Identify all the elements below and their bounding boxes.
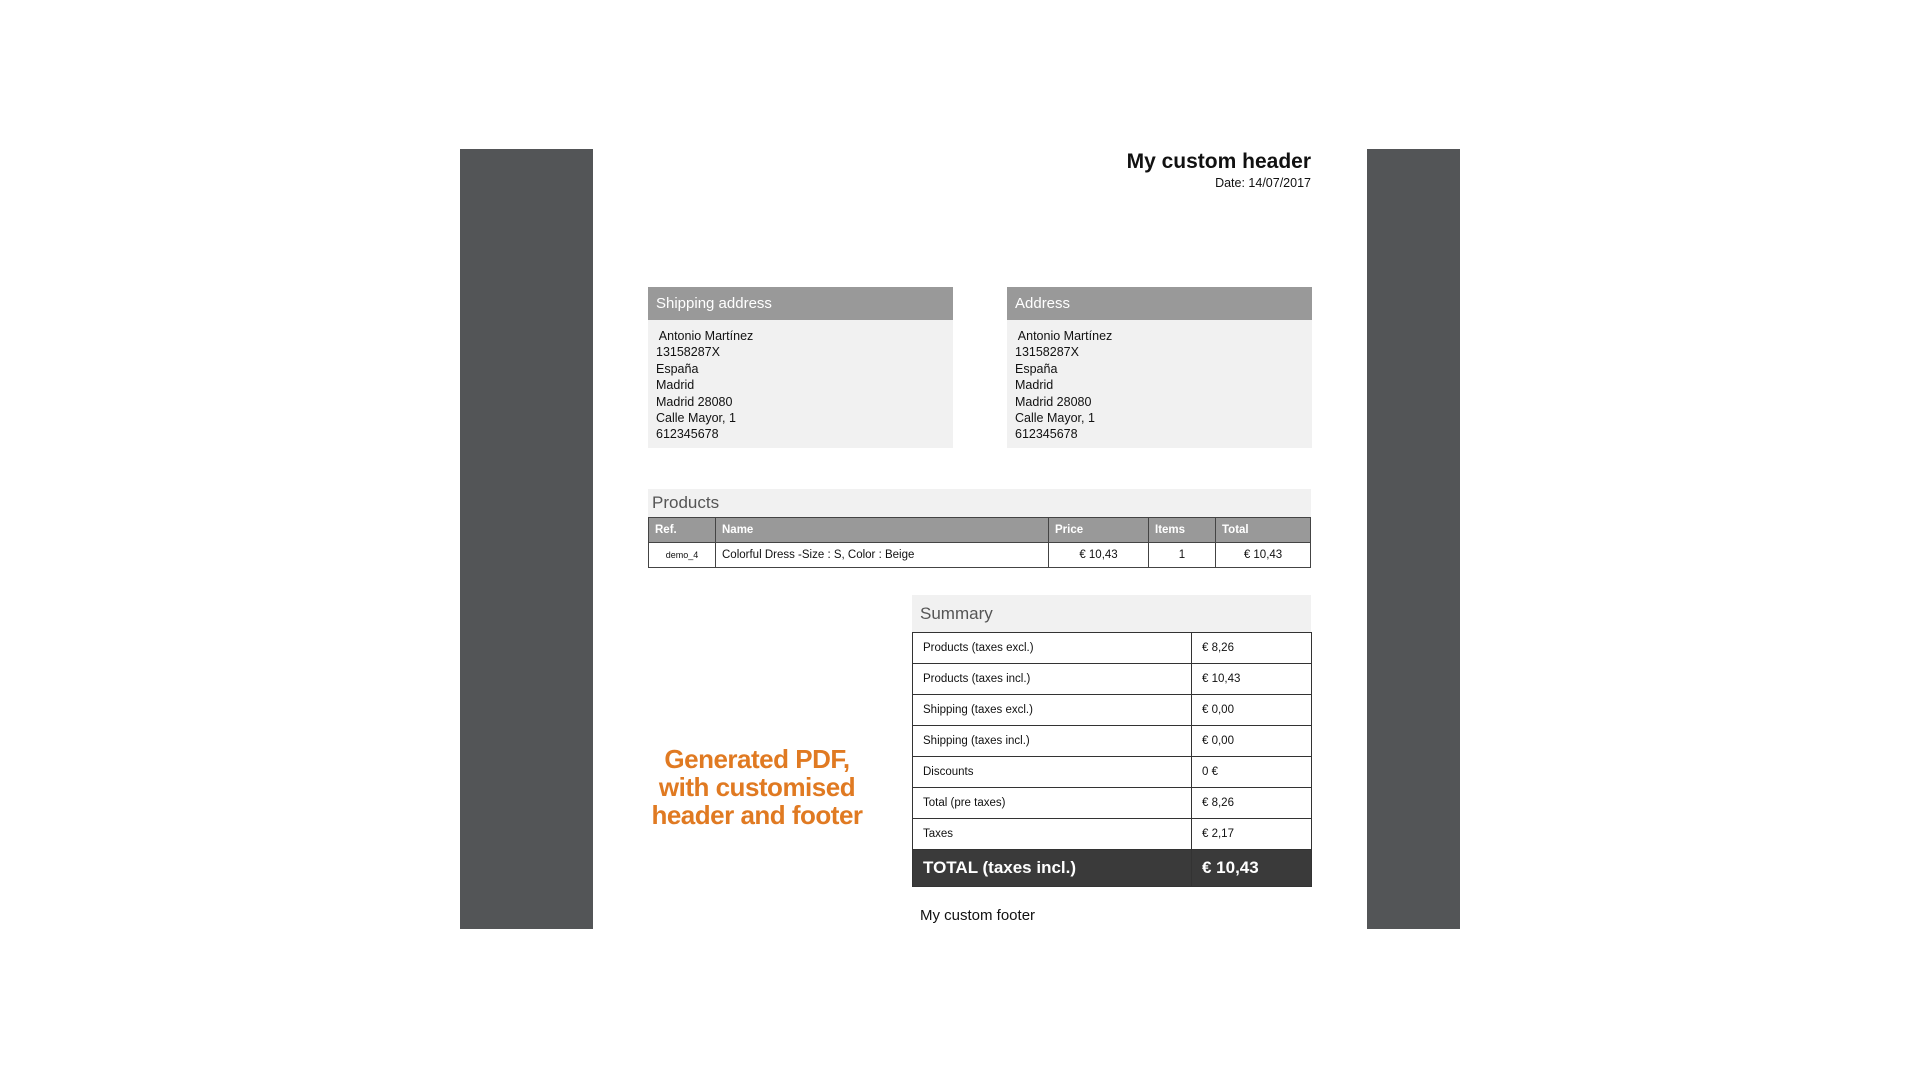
total-value: € 10,43: [1192, 850, 1312, 887]
summary-label: Total (pre taxes): [913, 788, 1192, 819]
summary-value: € 8,26: [1192, 633, 1312, 664]
right-margin-panel: [1367, 149, 1460, 929]
address-line: Madrid: [1015, 378, 1054, 393]
summary-label: Products (taxes incl.): [913, 664, 1192, 695]
summary-row: [913, 788, 1312, 819]
left-margin-panel: [460, 149, 593, 929]
summary-table: [912, 632, 1312, 887]
cell-items: 1: [1149, 543, 1216, 568]
summary-value: € 2,17: [1192, 819, 1312, 850]
col-price: Price: [1049, 518, 1149, 543]
summary-value: € 0,00: [1192, 726, 1312, 757]
summary-label: Shipping (taxes excl.): [913, 695, 1192, 726]
promo-line: header and footer: [651, 800, 863, 830]
col-total: Total: [1216, 518, 1311, 543]
summary-value: € 8,26: [1192, 788, 1312, 819]
address-line: Calle Mayor, 1: [656, 411, 736, 426]
summary-row: [913, 819, 1312, 850]
summary-row: [913, 757, 1312, 788]
address-line: Antonio Martínez: [1015, 329, 1113, 343]
custom-header-title: My custom header: [1126, 150, 1311, 173]
products-table: [648, 517, 1311, 568]
cell-total: € 10,43: [1216, 543, 1311, 568]
summary-row: [913, 726, 1312, 757]
summary-row: [913, 695, 1312, 726]
shipping-address-title: Shipping address: [648, 287, 953, 320]
address-line: Calle Mayor, 1: [1015, 411, 1095, 426]
address-line: Madrid: [656, 378, 695, 393]
address-line: 612345678: [1015, 427, 1078, 442]
products-title: Products: [648, 489, 1311, 517]
address-box: [1007, 287, 1312, 448]
address-line: 13158287X: [1015, 345, 1079, 360]
address-line: España: [1015, 361, 1058, 376]
cell-price: € 10,43: [1049, 543, 1149, 568]
col-items: Items: [1149, 518, 1216, 543]
table-row: [649, 543, 1311, 568]
custom-footer: My custom footer: [920, 907, 1036, 924]
promo-line: Generated PDF,: [664, 744, 850, 774]
address-line: 612345678: [656, 427, 719, 442]
summary-value: € 10,43: [1192, 664, 1312, 695]
shipping-address-box: [648, 287, 953, 448]
summary-label: Shipping (taxes incl.): [913, 726, 1192, 757]
address-line: Madrid 28080: [656, 394, 733, 409]
summary-value: € 0,00: [1192, 695, 1312, 726]
address-line: 13158287X: [656, 345, 720, 360]
address-line: Antonio Martínez: [656, 329, 754, 343]
address-title: Address: [1007, 287, 1312, 320]
col-ref: Ref.: [649, 518, 716, 543]
col-name: Name: [716, 518, 1049, 543]
cell-name: Colorful Dress -Size : S, Color : Beige: [716, 543, 1049, 568]
promo-line: with customised: [658, 772, 856, 802]
summary-row: [913, 633, 1312, 664]
summary-title: Summary: [912, 595, 1311, 632]
total-label: TOTAL (taxes incl.): [913, 850, 1192, 887]
promo-caption: [620, 745, 894, 829]
summary-label: Taxes: [913, 819, 1192, 850]
summary-row: [913, 664, 1312, 695]
summary-total-row: [913, 850, 1312, 887]
cell-ref: demo_4: [649, 543, 716, 568]
table-header-row: [649, 518, 1311, 543]
summary-label: Discounts: [913, 757, 1192, 788]
header-date: Date: 14/07/2017: [1215, 176, 1311, 190]
address-line: España: [656, 361, 699, 376]
address-line: Madrid 28080: [1015, 394, 1092, 409]
summary-label: Products (taxes excl.): [913, 633, 1192, 664]
summary-value: 0 €: [1192, 757, 1312, 788]
